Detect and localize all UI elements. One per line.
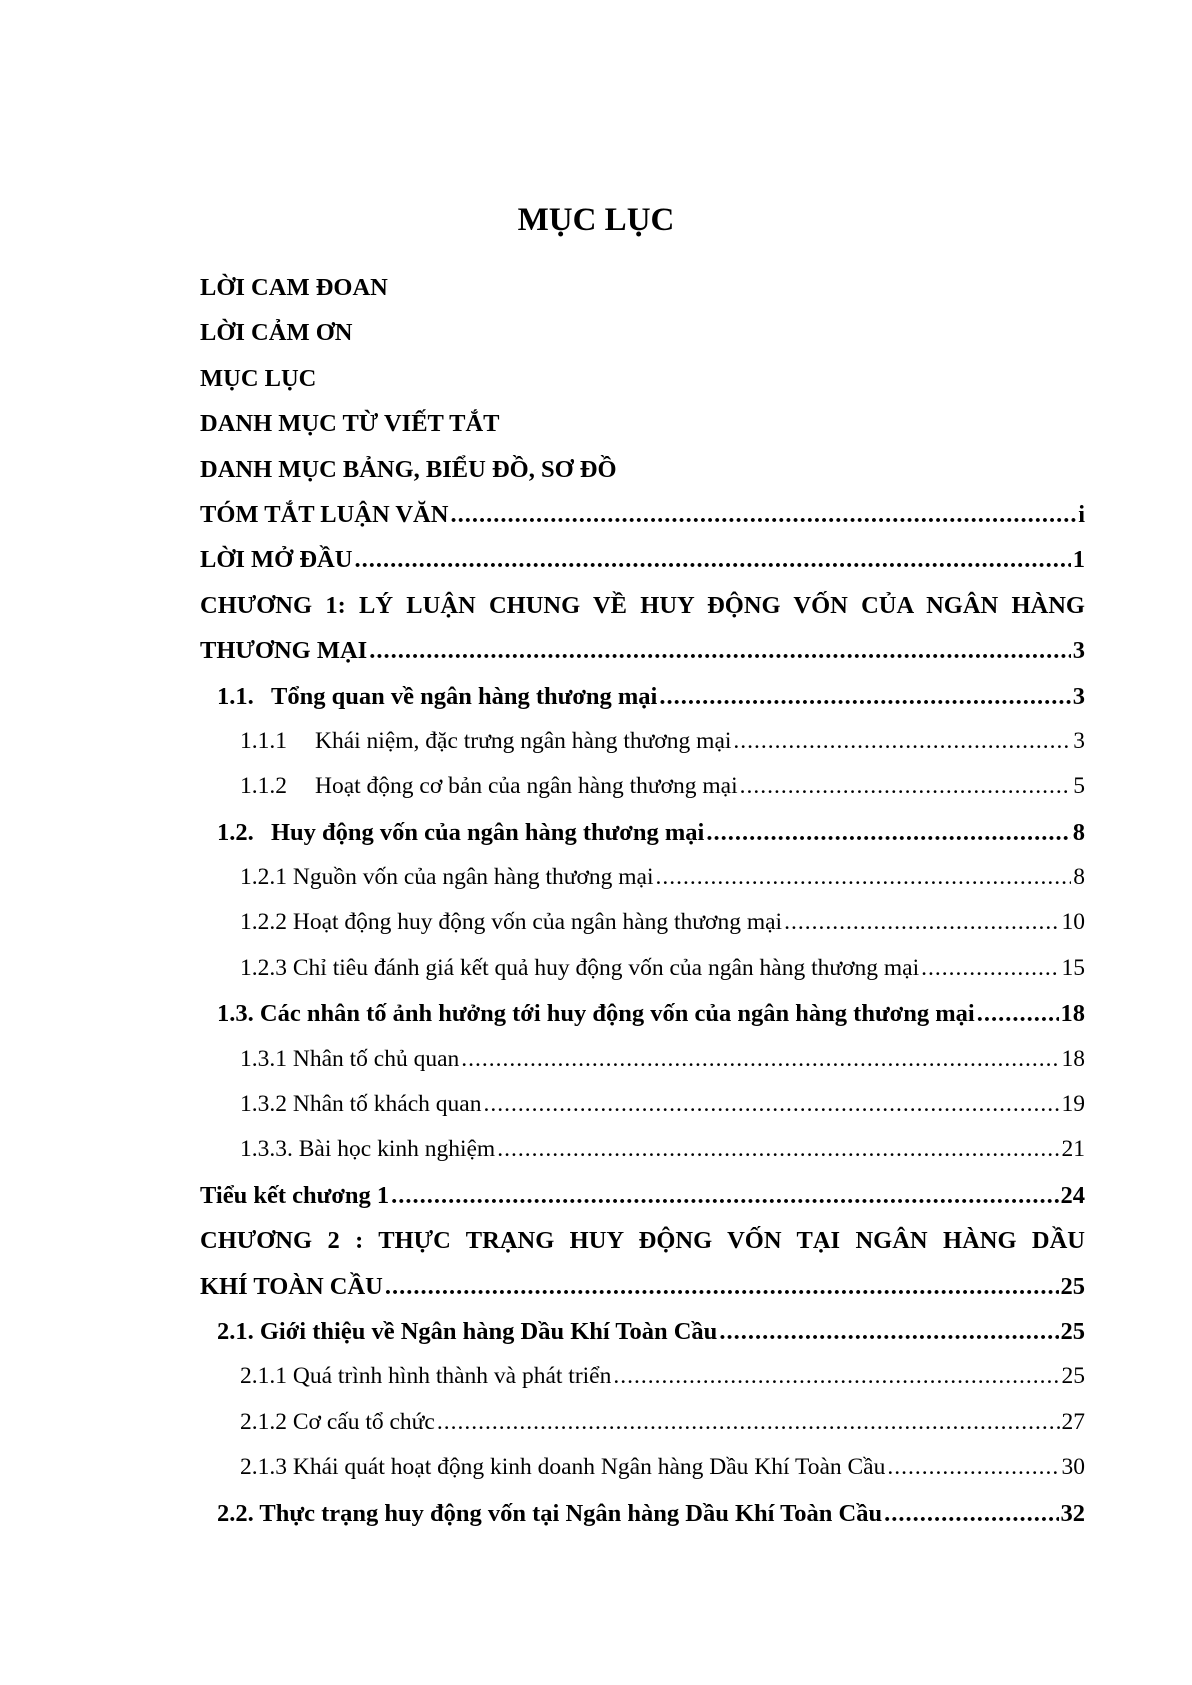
toc-leader-dots xyxy=(921,946,1059,991)
toc-leader-dots xyxy=(391,1173,1058,1218)
toc-page-number: 15 xyxy=(1061,954,1085,981)
toc-page-number: 25 xyxy=(1061,1363,1085,1390)
toc-entry-label: LỜI MỞ ĐẦU xyxy=(200,546,353,574)
toc-entry[interactable] xyxy=(200,265,1085,310)
toc-entry-number: 1.1.2 xyxy=(240,773,287,800)
toc-entry-text: Huy động vốn của ngân hàng thương mại xyxy=(271,818,705,846)
toc-entry-label: LỜI CAM ĐOAN xyxy=(200,274,388,301)
toc-entry[interactable] xyxy=(200,1037,1085,1082)
toc-entry[interactable] xyxy=(200,946,1085,991)
toc-page-number: 18 xyxy=(1061,1045,1085,1072)
toc-entry[interactable] xyxy=(200,719,1085,764)
toc-entry[interactable] xyxy=(200,900,1085,945)
toc-entry-text: Hoạt động cơ bản của ngân hàng thương mại xyxy=(315,773,738,800)
toc-page-number: 3 xyxy=(1072,637,1085,665)
toc-page-number: 30 xyxy=(1061,1454,1085,1481)
toc-leader-dots xyxy=(656,855,1072,900)
toc-leader-dots xyxy=(784,900,1059,945)
toc-leader-dots xyxy=(613,1354,1059,1399)
toc-entry-number: 1.1. xyxy=(217,682,254,710)
toc-entry[interactable] xyxy=(200,855,1085,900)
toc-leader-dots xyxy=(884,1491,1058,1536)
toc-page-number: 8 xyxy=(1072,818,1085,846)
toc-leader-dots xyxy=(706,810,1070,855)
toc-page-number: 5 xyxy=(1073,773,1085,800)
toc-entry[interactable] xyxy=(200,1400,1085,1445)
toc-entry-label: 1.2.1 Nguồn vốn của ngân hàng thương mại xyxy=(240,864,654,891)
toc-leader-dots xyxy=(740,764,1072,809)
toc-page-number: 25 xyxy=(1060,1317,1085,1345)
toc-page-number: 3 xyxy=(1072,682,1085,710)
toc-entry-label xyxy=(240,719,731,764)
toc-entry-number: 1.1.1 xyxy=(240,727,287,754)
toc-page-number: 8 xyxy=(1073,864,1085,891)
toc-entry[interactable] xyxy=(200,583,1085,628)
toc-entry-label xyxy=(217,810,704,855)
toc-entry-text: Tổng quan về ngân hàng thương mại xyxy=(271,682,658,710)
toc-entry[interactable] xyxy=(200,1173,1085,1218)
toc-entry-label: 1.3.1 Nhân tố chủ quan xyxy=(240,1045,460,1072)
toc-entry[interactable] xyxy=(200,1218,1085,1263)
toc-leader-dots xyxy=(483,1082,1059,1127)
toc-entry[interactable] xyxy=(200,1264,1085,1309)
toc-leader-dots xyxy=(461,1037,1059,1082)
toc-entry-label: CHƯƠNG 1: LÝ LUẬN CHUNG VỀ HUY ĐỘNG VỐN CỦA NGÂN HÀNG xyxy=(200,591,1085,619)
toc-entry-label xyxy=(217,674,657,719)
toc-entry[interactable] xyxy=(200,810,1085,855)
toc-entry[interactable] xyxy=(200,674,1085,719)
toc-entry[interactable] xyxy=(200,492,1085,537)
toc-entry-label: 1.3.3. Bài học kinh nghiệm xyxy=(240,1136,496,1163)
toc-entry-label: 1.3. Các nhân tố ảnh hưởng tới huy động vốn của ngân hàng thương mại xyxy=(217,1000,975,1028)
toc-entry-text: Khái niệm, đặc trưng ngân hàng thương mại xyxy=(315,727,732,754)
toc-entry-label: 1.2.3 Chỉ tiêu đánh giá kết quả huy động vốn của ngân hàng thương mại xyxy=(240,954,920,981)
toc-entry-label: 1.2.2 Hoạt động huy động vốn của ngân hàng thương mại xyxy=(240,909,783,936)
toc-page-number: 27 xyxy=(1061,1408,1085,1435)
toc-entry[interactable] xyxy=(200,991,1085,1036)
toc-leader-dots xyxy=(385,1264,1059,1309)
toc-leader-dots xyxy=(450,492,1076,537)
toc-leader-dots xyxy=(977,991,1059,1036)
toc-page-number: 24 xyxy=(1060,1181,1085,1209)
toc-leader-dots xyxy=(437,1400,1060,1445)
toc-entry[interactable] xyxy=(200,628,1085,673)
toc-leader-dots xyxy=(887,1445,1059,1490)
toc-page-number: 21 xyxy=(1061,1136,1085,1163)
toc-entry-label: KHÍ TOÀN CẦU xyxy=(200,1272,383,1300)
toc-leader-dots xyxy=(369,628,1071,673)
toc-entry-label: Tiểu kết chương 1 xyxy=(200,1181,390,1209)
toc-leader-dots xyxy=(719,1309,1058,1354)
toc-entry[interactable] xyxy=(200,447,1085,492)
toc-leader-dots xyxy=(354,537,1070,582)
toc-page-number: 10 xyxy=(1061,909,1085,936)
toc-entry-label: DANH MỤC BẢNG, BIỂU ĐỒ, SƠ ĐỒ xyxy=(200,455,617,483)
toc-entry-label: 2.2. Thực trạng huy động vốn tại Ngân hàng Dầu Khí Toàn Cầu xyxy=(217,1499,883,1527)
toc-page-number: 1 xyxy=(1072,546,1085,574)
toc-entry-label: TÓM TẮT LUẬN VĂN xyxy=(200,500,449,528)
toc-entry-label: 2.1. Giới thiệu về Ngân hàng Dầu Khí Toàn Cầu xyxy=(217,1317,718,1345)
toc-page-number: 3 xyxy=(1073,727,1085,754)
toc-leader-dots xyxy=(497,1127,1059,1172)
toc-entry[interactable] xyxy=(200,1309,1085,1354)
toc-entry-label: CHƯƠNG 2 : THỰC TRẠNG HUY ĐỘNG VỐN TẠI NGÂN HÀNG DẦU xyxy=(200,1227,1085,1255)
toc-entry[interactable] xyxy=(200,1445,1085,1490)
toc-entry[interactable] xyxy=(200,537,1085,582)
toc-entry-label: THƯƠNG MẠI xyxy=(200,637,368,665)
toc-entry-label: DANH MỤC TỪ VIẾT TẮT xyxy=(200,410,500,438)
toc-entry-label xyxy=(240,764,738,809)
toc-leader-dots xyxy=(733,719,1071,764)
toc-entry-label: 2.1.2 Cơ cấu tổ chức xyxy=(240,1408,435,1435)
toc-page-number: 19 xyxy=(1061,1091,1085,1118)
toc-leader-dots xyxy=(659,674,1070,719)
toc-entry[interactable] xyxy=(200,1082,1085,1127)
toc-entry-label: MỤC LỤC xyxy=(200,364,317,392)
toc-entry-label: 2.1.1 Quá trình hình thành và phát triển xyxy=(240,1363,612,1390)
toc-entry[interactable] xyxy=(200,764,1085,809)
toc-page-number: 18 xyxy=(1060,1000,1085,1028)
toc-page-number: 32 xyxy=(1060,1499,1085,1527)
toc-entry[interactable] xyxy=(200,1491,1085,1536)
toc-entry[interactable] xyxy=(200,401,1085,446)
toc-page-number: 25 xyxy=(1060,1272,1085,1300)
toc-page-number: i xyxy=(1078,500,1085,528)
toc-entry-label: 2.1.3 Khái quát hoạt động kinh doanh Ngân hàng Dầu Khí Toàn Cầu xyxy=(240,1454,886,1481)
toc-entry-label: 1.3.2 Nhân tố khách quan xyxy=(240,1091,482,1118)
toc-entry[interactable] xyxy=(200,1127,1085,1172)
toc-entry[interactable] xyxy=(200,310,1085,355)
toc-entry-number: 1.2. xyxy=(217,818,254,846)
page-title: MỤC LỤC xyxy=(517,202,675,238)
toc-entry-label: LỜI CẢM ƠN xyxy=(200,319,353,347)
toc-entry[interactable] xyxy=(200,1354,1085,1399)
table-of-contents xyxy=(200,265,1085,1536)
toc-entry[interactable] xyxy=(200,356,1085,401)
